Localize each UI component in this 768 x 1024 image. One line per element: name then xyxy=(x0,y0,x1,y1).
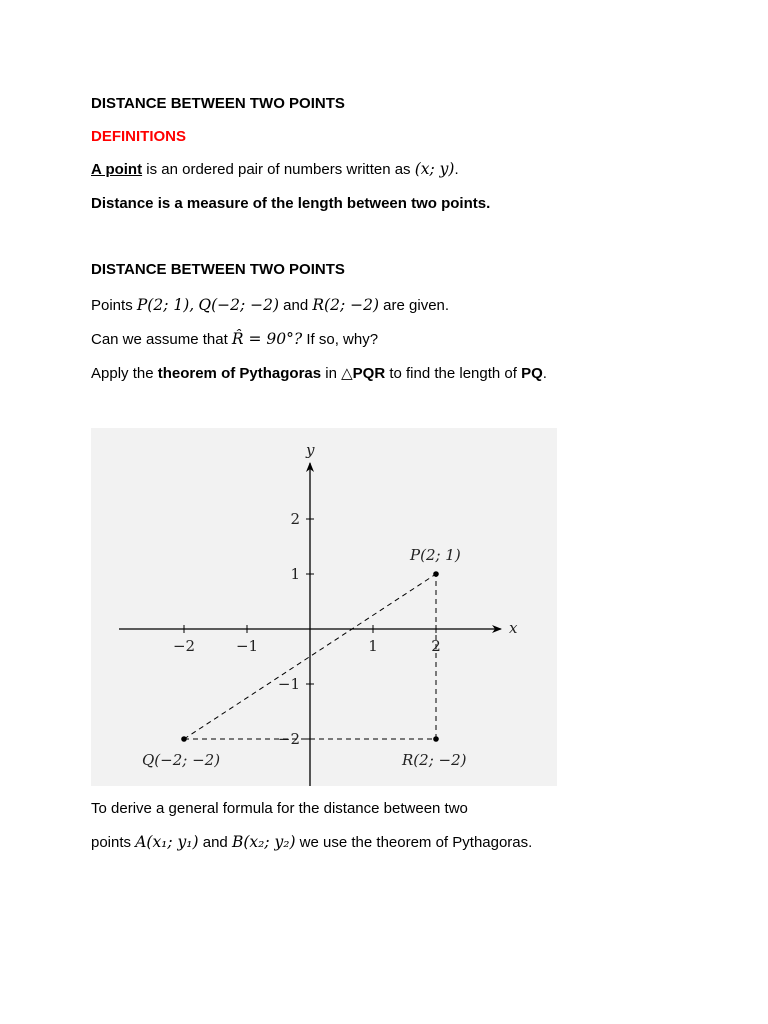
point-r-coord: R(2; −2) xyxy=(312,296,380,314)
triangle-pqr: △PQR xyxy=(341,365,386,382)
point-q xyxy=(181,736,187,742)
doc-title: DISTANCE BETWEEN TWO POINTS xyxy=(91,95,345,112)
points-given-line xyxy=(91,296,449,314)
assume-suffix: If so, why? xyxy=(302,331,379,348)
segment-pq: PQ xyxy=(521,365,543,382)
derive-line-2 xyxy=(91,833,532,851)
graph-svg xyxy=(91,428,557,786)
distance-definition: Distance is a measure of the length between two points. xyxy=(91,195,491,212)
points-and: and xyxy=(279,297,313,314)
apply-text-2: in xyxy=(321,365,342,382)
y-tick-label: −2 xyxy=(277,730,300,748)
apply-text-3: to find the length of xyxy=(385,365,522,382)
y-tick-label: −1 xyxy=(277,675,300,693)
apply-text-4: . xyxy=(542,365,547,382)
points-prefix: Points xyxy=(91,297,137,314)
coordinate-graph xyxy=(91,428,557,786)
definitions-heading: DEFINITIONS xyxy=(91,128,187,145)
section-heading: DISTANCE BETWEEN TWO POINTS xyxy=(91,261,345,278)
point-a-notation: A(x₁; y₁) xyxy=(135,833,199,851)
x-tick-label: −2 xyxy=(172,637,196,655)
point-term: A point xyxy=(91,161,143,178)
point-q-coord: Q(−2; −2) xyxy=(198,296,280,314)
point-p-coord: P(2; 1), xyxy=(136,296,195,314)
point-notation: (x; y) xyxy=(414,160,455,178)
derive-prefix: points xyxy=(91,834,136,851)
x-tick-label: 2 xyxy=(431,637,441,655)
points-suffix: are given. xyxy=(379,297,450,314)
apply-instruction xyxy=(91,364,547,382)
derive-and: and xyxy=(198,834,232,851)
point-label-p: P(2; 1) xyxy=(410,546,461,564)
point-definition xyxy=(91,160,459,178)
y-tick-label: 1 xyxy=(290,565,300,583)
point-b-notation: B(x₂; y₂) xyxy=(231,833,296,851)
angle-r-expression: R̂ = 90°? xyxy=(231,330,303,348)
y-tick-label: 2 xyxy=(290,510,300,528)
point-def-text: is an ordered pair of numbers written as xyxy=(142,161,415,178)
x-tick-label: −1 xyxy=(235,637,259,655)
derive-line-1: To derive a general formula for the distance between two xyxy=(91,800,468,817)
apply-text-1: Apply the xyxy=(91,365,158,382)
point-p xyxy=(433,571,439,577)
point-def-end: . xyxy=(454,161,459,178)
point-label-q: Q(−2; −2) xyxy=(142,751,221,769)
point-label-r: R(2; −2) xyxy=(402,751,467,769)
pythagoras-term: theorem of Pythagoras xyxy=(157,365,322,382)
x-tick-label: 1 xyxy=(368,637,378,655)
x-axis-label: x xyxy=(509,619,518,637)
point-r xyxy=(433,736,439,742)
assume-question xyxy=(91,330,378,348)
derive-suffix: we use the theorem of Pythagoras. xyxy=(295,834,533,851)
assume-prefix: Can we assume that xyxy=(91,331,232,348)
y-axis-label: y xyxy=(306,441,315,459)
